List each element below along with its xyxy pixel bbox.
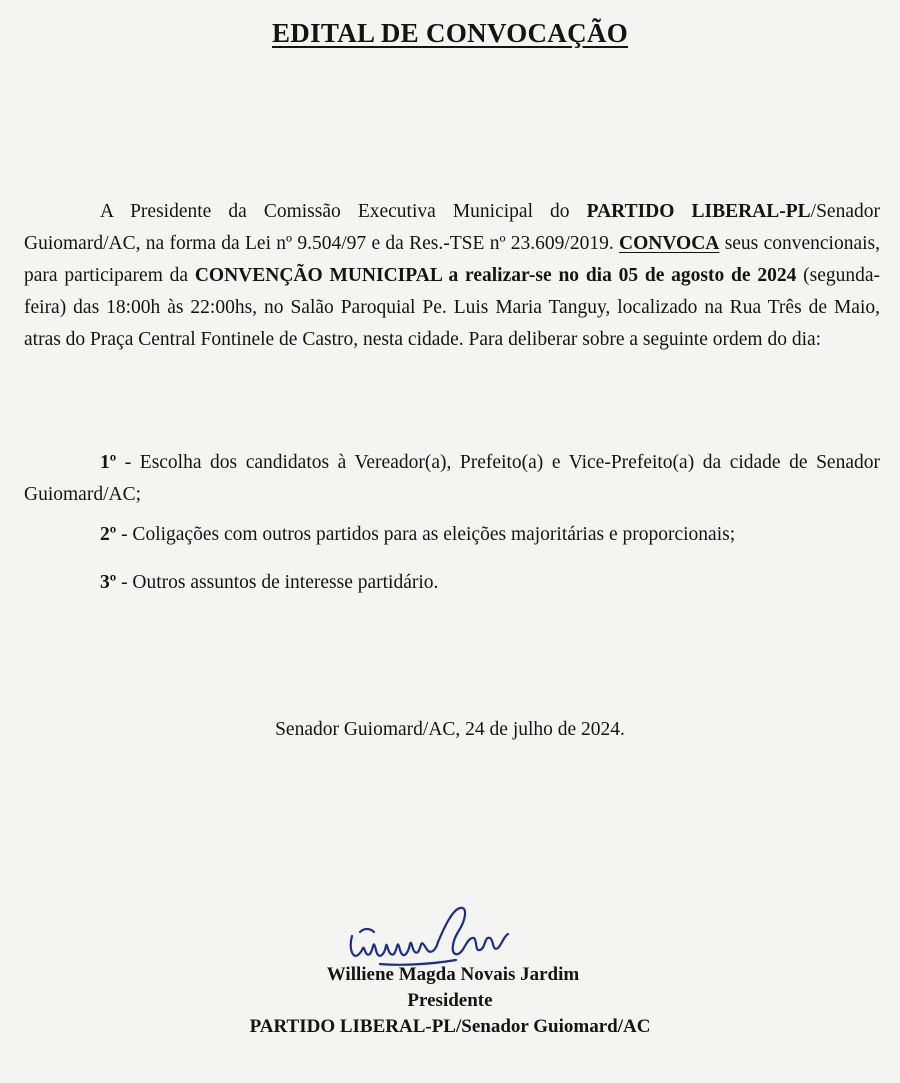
- agenda-item-number: 3º: [100, 572, 117, 593]
- intro-text-4: (segunda-feira) das 18:00h às 22:00hs, no Salão Paroquial Pe. Luis Maria Tanguy, localizado na Rua Três de Maio, atras do Praça Central Fontinele de Castro, nesta cidade. Para deliberar sobre a seguinte ordem do dia:: [24, 265, 880, 350]
- agenda-item-number: 2º: [100, 524, 117, 545]
- signatory-name: Williene Magda Novais Jardim: [326, 964, 580, 985]
- agenda-item-3: [24, 567, 880, 599]
- signatory-role: Presidente: [407, 990, 493, 1011]
- intro-text-1: A Presidente da Comissão Executiva Municipal do: [100, 201, 587, 222]
- intro-paragraph: [24, 196, 880, 356]
- party-name: PARTIDO LIBERAL-PL: [586, 201, 811, 222]
- convoca-word: CONVOCA: [619, 233, 720, 254]
- document-title: EDITAL DE CONVOCAÇÃO: [272, 18, 628, 48]
- place-and-date: Senador Guiomard/AC, 24 de julho de 2024.: [275, 719, 625, 740]
- agenda-item-2: [24, 519, 880, 551]
- signature-block: [0, 962, 900, 1040]
- agenda-item-number: 1º: [100, 452, 117, 473]
- agenda-item-text: - Outros assuntos de interesse partidário.: [116, 572, 439, 593]
- intro-text-3: seus convencionais, para participarem da: [24, 233, 880, 286]
- agenda-item-1: [24, 447, 880, 511]
- convention-phrase: CONVENÇÃO MUNICIPAL a realizar-se no dia 05 de agosto de 2024: [194, 265, 797, 286]
- agenda-item-text: - Coligações com outros partidos para as eleições majoritárias e proporcionais;: [116, 524, 736, 545]
- agenda-item-text: - Escolha dos candidatos à Vereador(a), Prefeito(a) e Vice-Prefeito(a) da cidade de Senador Guiomard/AC;: [24, 452, 880, 505]
- signatory-party: PARTIDO LIBERAL-PL/Senador Guiomard/AC: [249, 1016, 651, 1037]
- intro-text-2: /Senador Guiomard/AC, na forma da Lei nº 9.504/97 e da Res.-TSE nº 23.609/2019.: [24, 201, 880, 254]
